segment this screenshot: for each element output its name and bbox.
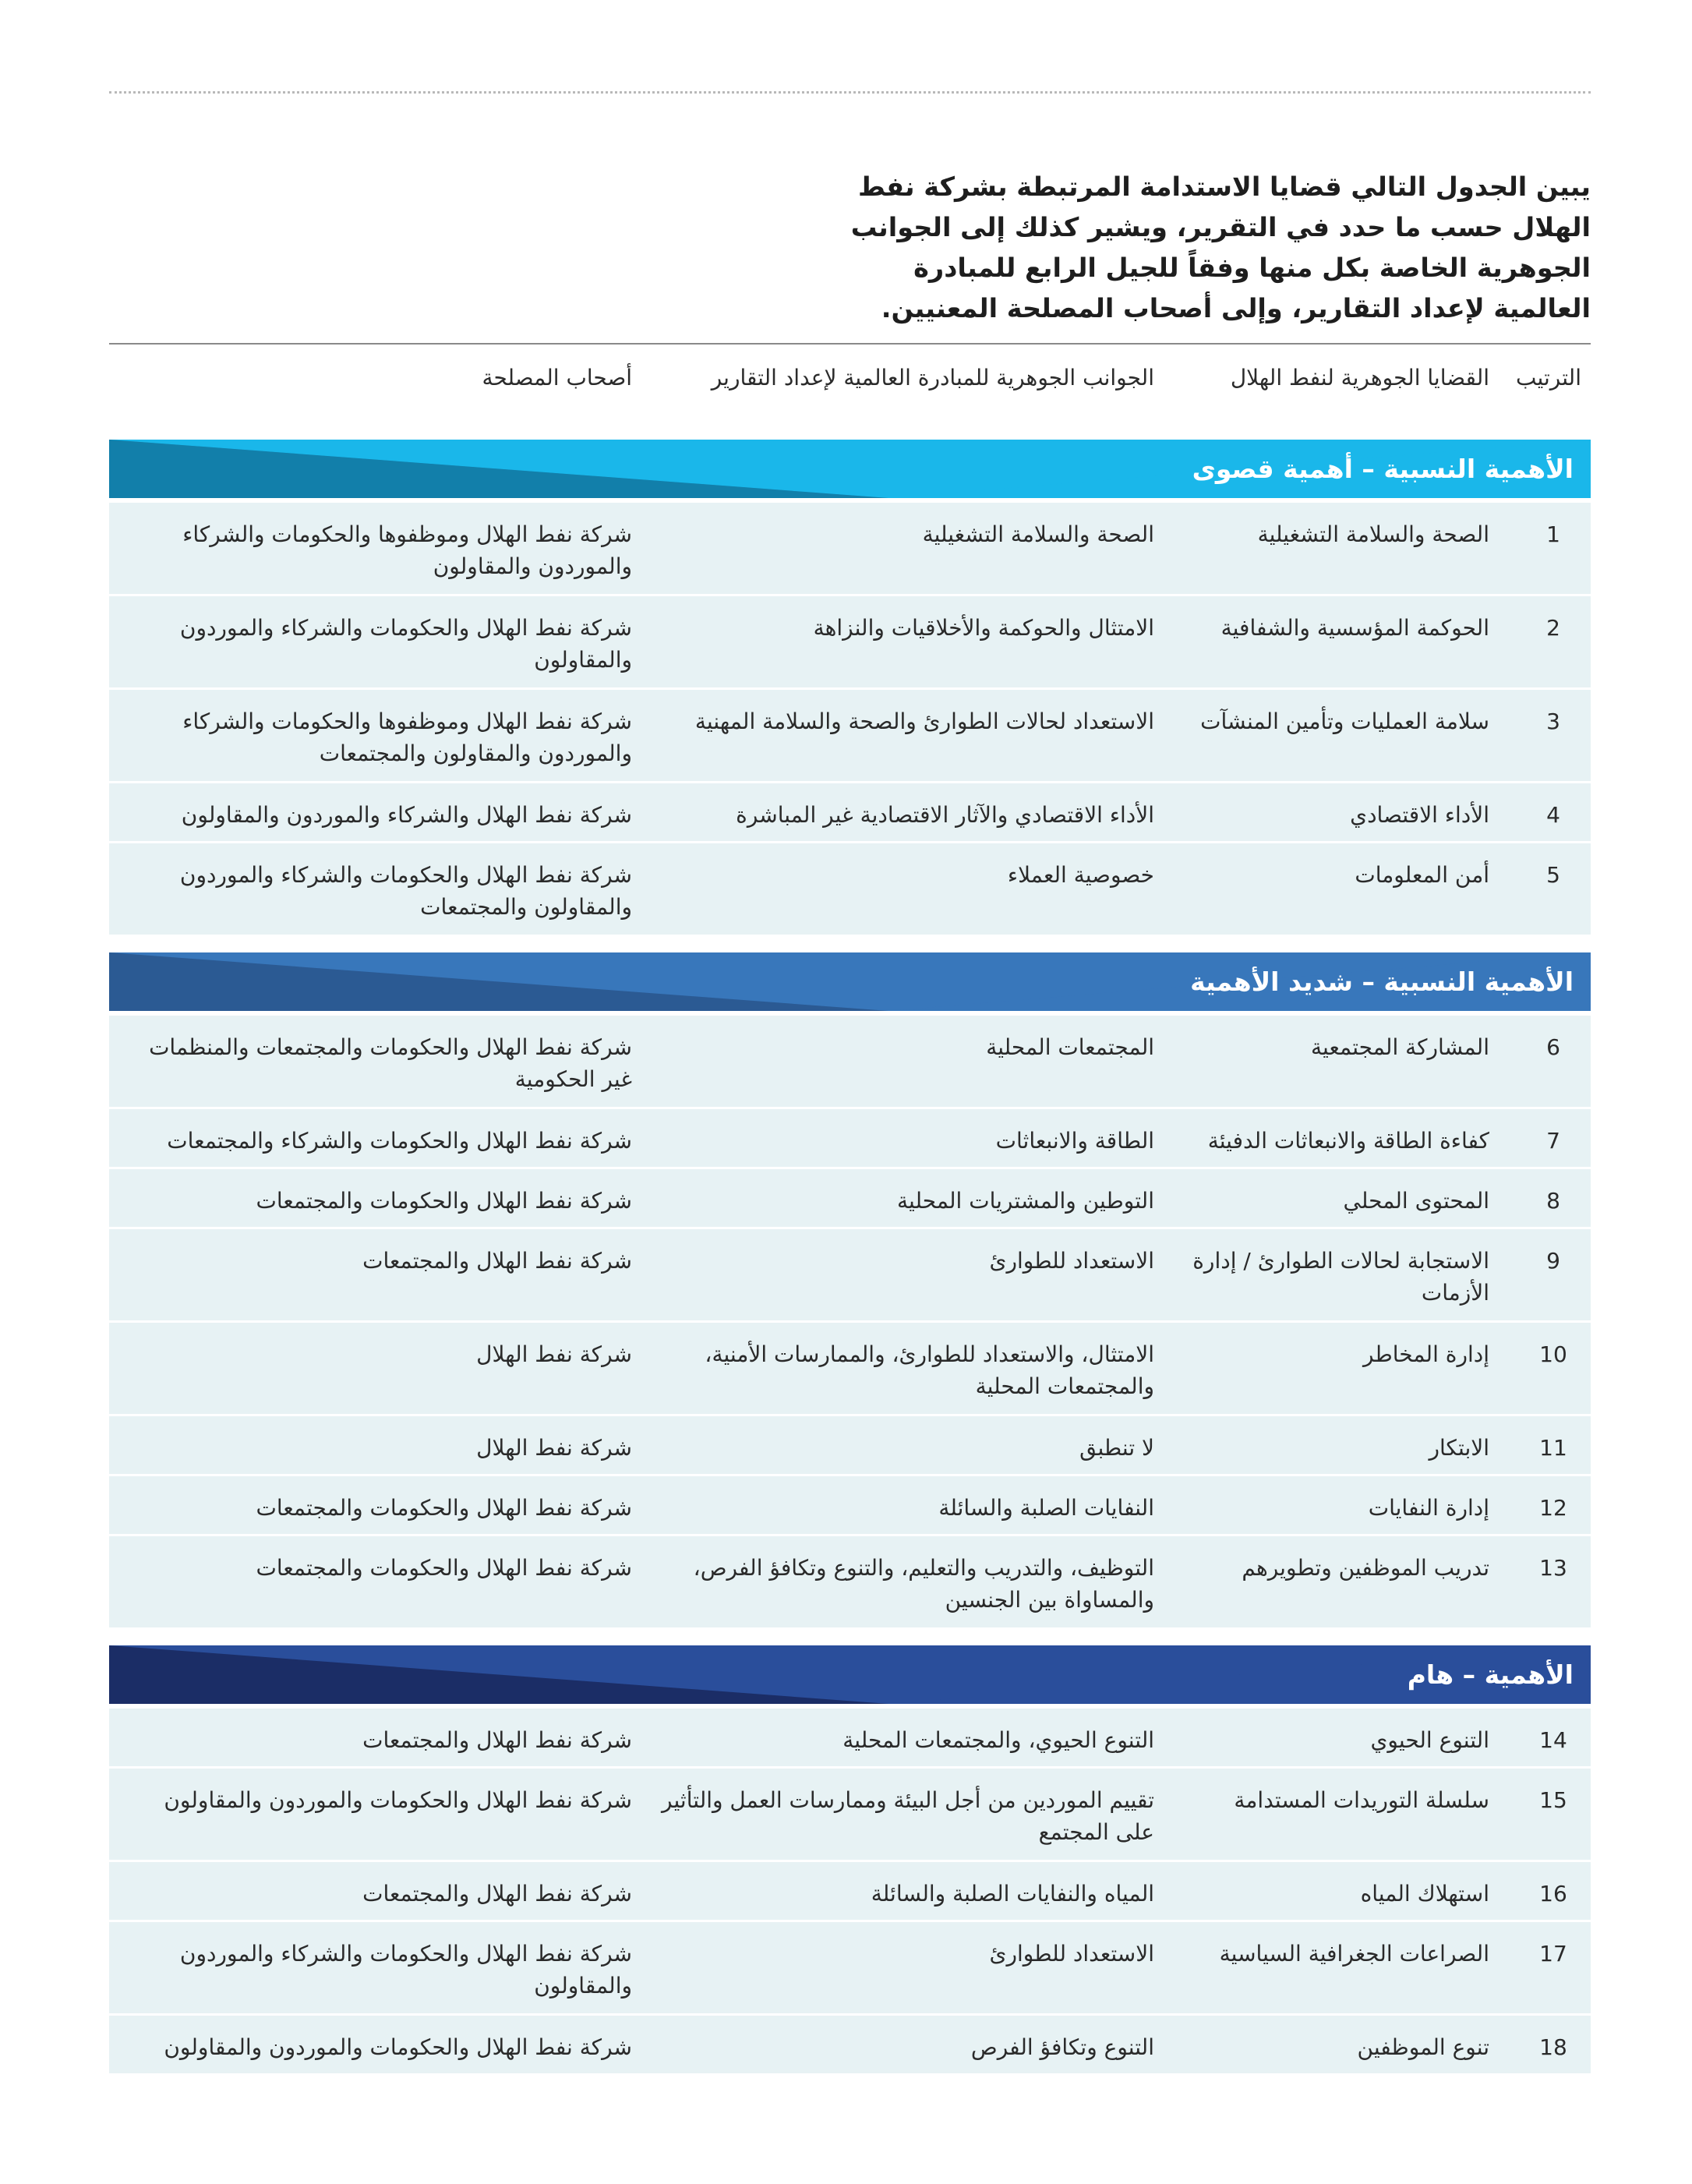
row-gri: التنوع وتكافؤ الفرص <box>970 2034 1154 2060</box>
band-diagonal-shape <box>109 1645 1591 1704</box>
section-title: الأهمية – هام <box>1407 1659 1574 1690</box>
row-issue: استهلاك المياه <box>1360 1881 1489 1907</box>
row-rank: 2 <box>1546 615 1560 641</box>
header-stakeholders: أصحاب المصلحة <box>482 365 632 391</box>
row-gri: الاستعداد للطوارئ <box>989 1248 1154 1274</box>
row-stakeholders: شركة نفط الهلال وموظفوها والحكومات والشركاء والموردون والمقاولون <box>182 521 632 579</box>
table-row <box>109 1862 1591 1922</box>
row-stakeholders: شركة نفط الهلال والحكومات والموردون والمقاولون <box>164 2034 632 2060</box>
table-row <box>109 1169 1591 1229</box>
table-row <box>109 1016 1591 1109</box>
table-row <box>109 1769 1591 1862</box>
row-issue: كفاءة الطاقة والانبعاثات الدفيئة <box>1207 1128 1489 1154</box>
row-stakeholders: شركة نفط الهلال <box>476 1341 632 1367</box>
row-issue: المحتوى المحلي <box>1343 1188 1489 1214</box>
header-gri-aspects: الجوانب الجوهرية للمبادرة العالمية لإعداد التقارير <box>711 365 1154 391</box>
row-issue: إدارة النفايات <box>1368 1495 1489 1521</box>
table-row <box>109 843 1591 937</box>
row-rank: 11 <box>1539 1435 1567 1461</box>
row-issue: تنوع الموظفين <box>1357 2034 1489 2060</box>
row-stakeholders: شركة نفط الهلال والحكومات والشركاء والمجتمعات <box>167 1128 632 1154</box>
row-issue: الصراعات الجغرافية السياسية <box>1219 1941 1489 1967</box>
row-gri: الطاقة والانبعاثات <box>995 1128 1154 1154</box>
row-stakeholders: شركة نفط الهلال والحكومات والمجتمعات والمنظمات غير الحكومية <box>149 1034 632 1092</box>
section-band-critical <box>109 440 1591 498</box>
row-rank: 4 <box>1546 802 1560 828</box>
row-stakeholders: شركة نفط الهلال والمجتمعات <box>362 1727 632 1753</box>
row-rank: 16 <box>1539 1881 1567 1907</box>
section-band-important <box>109 1645 1591 1704</box>
row-issue: سلسلة التوريدات المستدامة <box>1234 1787 1489 1813</box>
table-row <box>109 1416 1591 1476</box>
table-row <box>109 783 1591 843</box>
row-gri: الامتثال، والاستعداد للطوارئ، والممارسات الأمنية، والمجتمعات المحلية <box>705 1341 1154 1399</box>
row-stakeholders: شركة نفط الهلال <box>476 1435 632 1461</box>
row-stakeholders: شركة نفط الهلال والحكومات والمجتمعات <box>256 1555 632 1581</box>
header-rank: الترتيب <box>1516 365 1581 391</box>
row-stakeholders: شركة نفط الهلال والمجتمعات <box>362 1881 632 1907</box>
row-gri: الصحة والسلامة التشغيلية <box>922 521 1154 547</box>
row-stakeholders: شركة نفط الهلال والمجتمعات <box>362 1248 632 1274</box>
section-title: الأهمية النسبية – شديد الأهمية <box>1190 967 1574 997</box>
row-stakeholders: شركة نفط الهلال والحكومات والمجتمعات <box>256 1495 632 1521</box>
row-gri: تقييم الموردين من أجل البيئة وممارسات العمل والتأثير على المجتمع <box>662 1787 1154 1845</box>
row-rank: 9 <box>1546 1248 1560 1274</box>
row-rank: 7 <box>1546 1128 1560 1154</box>
row-issue: الاستجابة لحالات الطوارئ / إدارة الأزمات <box>1192 1248 1489 1306</box>
row-rank: 3 <box>1546 709 1560 734</box>
row-gri: التوظيف، والتدريب والتعليم، والتنوع وتكافؤ الفرص، والمساواة بين الجنسين <box>693 1555 1154 1613</box>
row-issue: التنوع الحيوي <box>1370 1727 1489 1753</box>
table-row <box>109 1709 1591 1769</box>
row-stakeholders: شركة نفط الهلال والشركاء والموردون والمقاولون <box>181 802 632 828</box>
table-row <box>109 1109 1591 1169</box>
table-row <box>109 1536 1591 1630</box>
table-row <box>109 1922 1591 2016</box>
row-gri: المياه والنفايات الصلبة والسائلة <box>871 1881 1154 1907</box>
row-rank: 14 <box>1539 1727 1567 1753</box>
table-row <box>109 503 1591 596</box>
row-issue: تدريب الموظفين وتطويرهم <box>1242 1555 1489 1581</box>
row-rank: 13 <box>1539 1555 1567 1581</box>
row-gri: التنوع الحيوي، والمجتمعات المحلية <box>842 1727 1154 1753</box>
header-issue: القضايا الجوهرية لنفط الهلال <box>1230 365 1489 391</box>
row-rank: 8 <box>1546 1188 1560 1214</box>
row-gri: التوطين والمشتريات المحلية <box>897 1188 1154 1214</box>
table-row <box>109 596 1591 690</box>
row-stakeholders: شركة نفط الهلال وموظفوها والحكومات والشركاء والموردون والمقاولون والمجتمعات <box>182 709 632 766</box>
top-dotted-divider <box>109 91 1591 94</box>
row-issue: الحوكمة المؤسسية والشفافية <box>1220 615 1489 641</box>
table-row <box>109 1323 1591 1416</box>
row-rank: 15 <box>1539 1787 1567 1813</box>
table-row <box>109 1476 1591 1536</box>
row-stakeholders: شركة نفط الهلال والحكومات والشركاء والموردون والمقاولون <box>179 1941 632 1998</box>
row-gri: لا تنطبق <box>1079 1435 1154 1461</box>
row-issue: المشاركة المجتمعية <box>1311 1034 1489 1060</box>
section-gap <box>109 937 1591 952</box>
row-issue: سلامة العمليات وتأمين المنشآت <box>1200 709 1489 734</box>
row-rank: 12 <box>1539 1495 1567 1521</box>
row-gri: النفايات الصلبة والسائلة <box>938 1495 1154 1521</box>
table-row <box>109 1229 1591 1323</box>
section-band-very-important <box>109 952 1591 1011</box>
row-rank: 1 <box>1546 521 1560 547</box>
table-row <box>109 690 1591 783</box>
section-gap <box>109 1630 1591 1645</box>
row-stakeholders: شركة نفط الهلال والحكومات والشركاء والموردون والمقاولون والمجتمعات <box>179 862 632 920</box>
row-issue: إدارة المخاطر <box>1363 1341 1489 1367</box>
row-stakeholders: شركة نفط الهلال والحكومات والشركاء والموردون والمقاولون <box>179 615 632 673</box>
row-stakeholders: شركة نفط الهلال والحكومات والموردون والمقاولون <box>164 1787 632 1813</box>
materiality-table <box>109 343 1591 2076</box>
row-rank: 17 <box>1539 1941 1567 1967</box>
row-issue: الابتكار <box>1429 1435 1489 1461</box>
table-row <box>109 2016 1591 2076</box>
row-gri: خصوصية العملاء <box>1007 862 1154 888</box>
row-rank: 10 <box>1539 1341 1567 1367</box>
row-rank: 6 <box>1546 1034 1560 1060</box>
row-gri: الاستعداد للطوارئ <box>989 1941 1154 1967</box>
row-issue: أمن المعلومات <box>1355 862 1489 888</box>
table-header <box>109 343 1591 440</box>
row-issue: الأداء الاقتصادي <box>1350 802 1489 828</box>
row-gri: المجتمعات المحلية <box>986 1034 1154 1060</box>
row-gri: الاستعداد لحالات الطوارئ والصحة والسلامة المهنية <box>694 709 1154 734</box>
row-gri: الأداء الاقتصادي والآثار الاقتصادية غير المباشرة <box>736 802 1154 828</box>
row-gri: الامتثال والحوكمة والأخلاقيات والنزاهة <box>813 615 1154 641</box>
row-rank: 18 <box>1539 2034 1567 2060</box>
row-stakeholders: شركة نفط الهلال والحكومات والمجتمعات <box>256 1188 632 1214</box>
section-title: الأهمية النسبية – أهمية قصوى <box>1192 454 1574 484</box>
intro-paragraph: يبين الجدول التالي قضايا الاستدامة المرتبطة بشركة نفط الهلال حسب ما حدد في التقرير، ويشير كذلك إلى الجوانب الجوهرية الخاصة بكل منها وفقاً للجيل الرابع للمبادرة العالمية لإعداد التقارير، وإلى أصحاب المصلحة المعنيين. <box>850 171 1591 323</box>
row-rank: 5 <box>1546 862 1560 888</box>
row-issue: الصحة والسلامة التشغيلية <box>1257 521 1489 547</box>
